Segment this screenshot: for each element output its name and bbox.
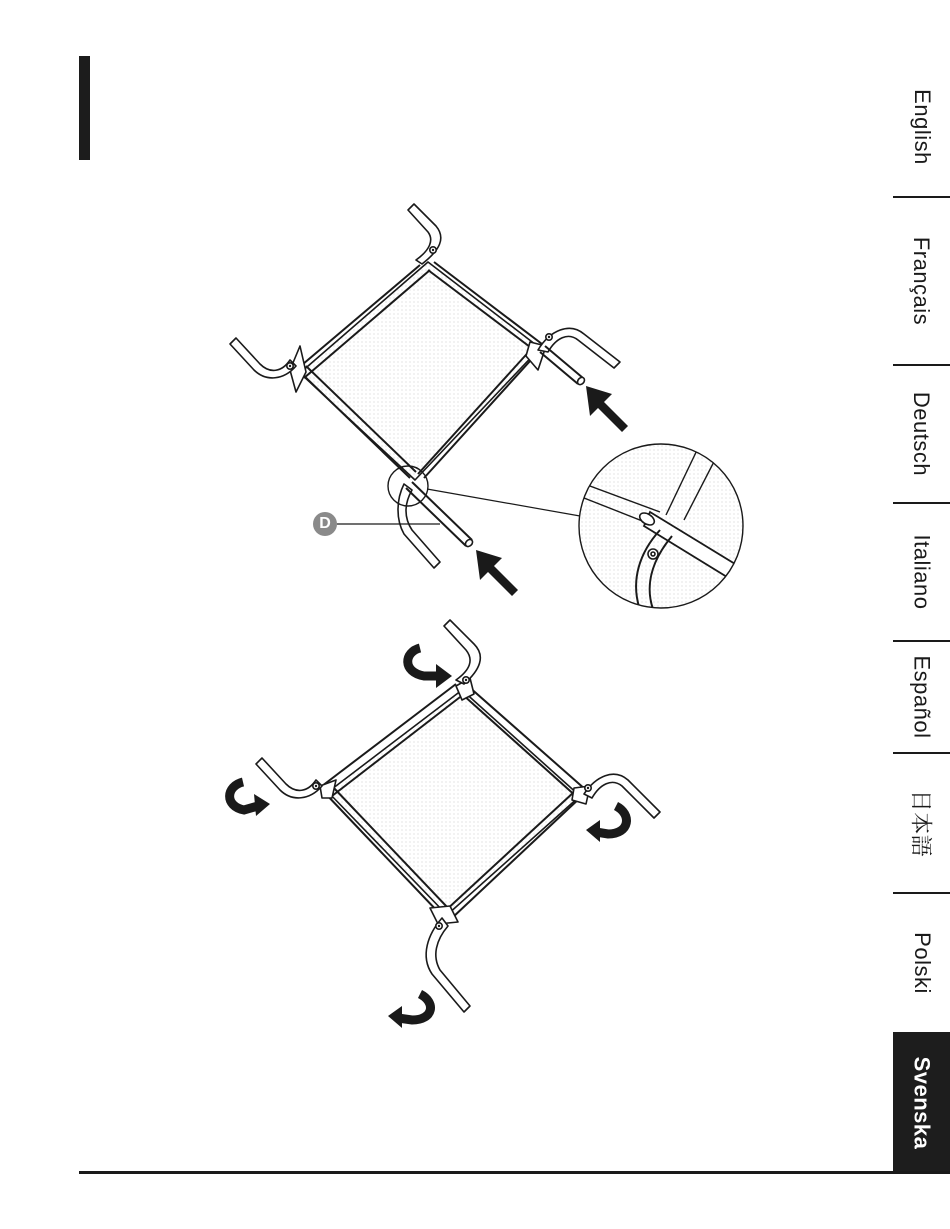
tab-svenska[interactable] <box>893 1032 950 1174</box>
seat-fabric <box>328 690 580 915</box>
rotate-arrow-icon <box>388 1006 402 1028</box>
tab-label: Español <box>909 655 935 739</box>
insert-arrow-icon <box>476 550 518 596</box>
rotate-arrow-icon <box>398 994 430 1020</box>
zoom-detail <box>579 444 745 612</box>
tab-label: Svenska <box>909 1056 935 1150</box>
tab-deutsch[interactable] <box>893 366 950 502</box>
insert-arrow-icon <box>586 386 628 432</box>
step-2-frame <box>256 620 660 1012</box>
step-1-frame <box>230 204 620 568</box>
rotate-arrow-icon <box>230 782 258 810</box>
seat-fabric <box>300 262 540 480</box>
language-sidebar <box>893 58 950 1174</box>
tab-english[interactable] <box>893 58 950 196</box>
tab-japanese[interactable] <box>893 754 950 892</box>
footer-rule <box>79 1171 950 1174</box>
rotate-arrow-icon <box>436 664 452 688</box>
tab-label: Italiano <box>909 534 935 610</box>
tab-label: Polski <box>909 932 935 994</box>
tab-espanol[interactable] <box>893 642 950 752</box>
tab-label: 日本語 <box>908 789 934 857</box>
tab-polski[interactable] <box>893 894 950 1032</box>
tab-label: Deutsch <box>909 391 935 477</box>
rotate-arrow-icon <box>586 820 600 842</box>
tab-francais[interactable] <box>893 198 950 364</box>
tab-label: Français <box>909 236 935 326</box>
rotate-arrow-icon <box>408 648 440 676</box>
part-d-badge: D <box>313 512 337 536</box>
tab-italiano[interactable] <box>893 504 950 640</box>
tab-label: English <box>909 89 935 165</box>
rotate-arrow-icon <box>596 806 626 834</box>
rotate-arrow-icon <box>254 794 270 816</box>
